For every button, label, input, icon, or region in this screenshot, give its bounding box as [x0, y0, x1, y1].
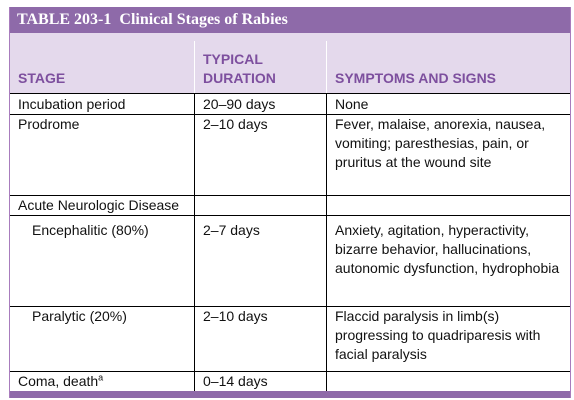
table-cell-symptoms: None [335, 96, 369, 112]
table-cell-symptoms: Anxiety, agitation, hyperactivity, bizarre behavior, hallucinations, autonomic dysfunction, hydrophobia [335, 222, 560, 276]
column-divider [326, 93, 327, 216]
table-title: Clinical Stages of Rabies [119, 11, 288, 28]
header-duration-line2: DURATION [203, 70, 276, 86]
header-divider [194, 41, 195, 93]
table-cell-duration: 20–90 days [203, 96, 276, 112]
row-divider [10, 93, 570, 94]
table-title-bar [10, 7, 570, 33]
table-cell-stage: Encephalitic (80%) [32, 222, 149, 238]
header-stage: STAGE [18, 70, 66, 86]
header-divider [326, 41, 327, 93]
stage-text: Coma, death [18, 373, 99, 389]
table-cell-duration: 2–10 days [203, 308, 268, 324]
table-cell-stage: Paralytic (20%) [32, 308, 127, 324]
section-label: Acute Neurologic Disease [18, 197, 180, 213]
table-number: TABLE 203-1 [17, 11, 112, 28]
table-header [10, 33, 570, 93]
table-cell-stage: Incubation period [18, 96, 126, 112]
table-cell-symptoms: Flaccid paralysis in limb(s) progressing to quadriparesis with facial paralysis [335, 308, 541, 362]
row-divider [10, 215, 570, 216]
table-cell-stage [18, 372, 103, 391]
table-cell-duration: 2–10 days [203, 116, 268, 132]
header-duration-line1: TYPICAL [203, 51, 263, 67]
column-divider [194, 215, 195, 391]
header-symptoms: SYMPTOMS AND SIGNS [335, 70, 497, 86]
table-bottom-bar [10, 391, 570, 398]
footnote-mark: a [98, 372, 104, 383]
table-cell-symptoms: Fever, malaise, anorexia, nausea, vomiting; paresthesias, pain, or pruritus at the wound site [335, 116, 546, 170]
column-divider [326, 215, 327, 391]
table-cell-duration: 0–14 days [203, 373, 268, 389]
rabies-stages-table [9, 7, 571, 398]
table-cell-stage: Prodrome [18, 116, 80, 132]
column-divider [194, 93, 195, 216]
table-cell-duration: 2–7 days [203, 222, 260, 238]
